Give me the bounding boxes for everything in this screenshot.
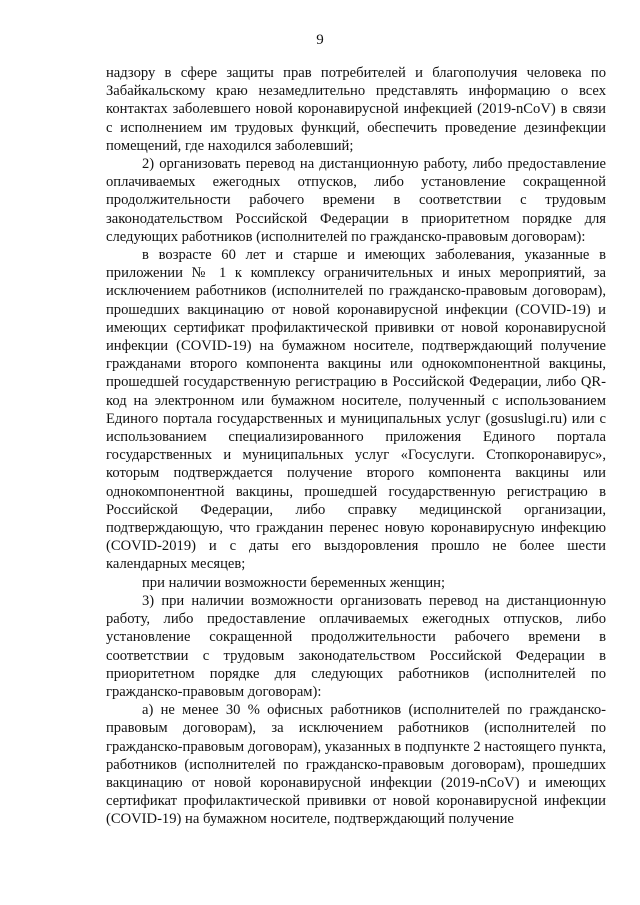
page-number: 9: [316, 32, 324, 48]
paragraph-pregnant: при наличии возможности беременных женщин;: [142, 574, 446, 591]
paragraph-item-3: 3) при наличии возможности организовать перевод на дистанционную работу, либо предоставление оплачиваемых ежегодных отпусков, либо установление сокращенной продолжительности рабочего времени в соответствии с трудовым законодательством Российской Федерации в приоритетном порядке для следующих работников (исполнителей по гражданско-правовым договорам):: [106, 592, 606, 700]
paragraph-item-3a: а) не менее 30 % офисных работников (исполнителей по гражданско-правовым договорам), за исключением работников (исполнителей по гражданско-правовым договорам), указанных в подпункте 2 настоящего пункта, работников (исполнителей по гражданско-правовым договорам), прошедших вакцинацию от новой коронавирусной инфекции (2019-nCoV) и имеющих сертификат профилактической прививки от новой коронавирусной инфекции (COVID-19) на бумажном носителе, подтверждающий получение: [106, 702, 606, 828]
paragraph-age-60: в возрасте 60 лет и старше и имеющих заболевания, указанные в приложении № 1 к комплексу ограничительных и иных мероприятий, за исключением работников (исполнителей по гражданско-правовым договорам), прошедших вакцинацию от новой коронавирусной инфекции (COVID-19) и имеющих сертификат профилактической прививки от новой коронавирусной инфекции (COVID-19) на бумажном носителе, подтверждающий получение гражданами второго компонента вакцины или однокомпонентной вакцины, прошедшей государственную регистрацию в Российской Федерации, либо QR-код на электронном или бумажном носителе, полученный с использованием Единого портала государственных и муниципальных услуг (gosuslugi.ru) или с использованием специализированного приложения Единого портала государственных и муниципальных услуг «Госуслуги. Стопкоронавирус», которым подтверждается получение второго компонента вакцины или однокомпонентной вакцины, прошедшей государственную регистрацию в Российской Федерации, либо справку медицинской организации, подтверждающую, что гражданин перенес новую коронавирусную инфекцию (COVID-2019) и с даты его выздоровления прошло не более шести календарных месяцев;: [106, 247, 606, 573]
document-body: [106, 64, 606, 829]
paragraph-item-2: 2) организовать перевод на дистанционную работу, либо предоставление оплачиваемых ежегодных отпусков, либо установление сокращенной продолжительности рабочего времени в соответствии с трудовым законодательством Российской Федерации в приоритетном порядке для следующих работников (исполнителей по гражданско-правовым договорам):: [106, 156, 606, 245]
paragraph-continuation: надзору в сфере защиты прав потребителей и благополучия человека по Забайкальскому краю незамедлительно представлять информацию о всех контактах заболевшего новой коронавирусной инфекцией (2019-nCoV) в связи с исполнением им трудовых функций, обеспечить проведение дезинфекции помещений, где находился заболевший;: [106, 65, 606, 154]
